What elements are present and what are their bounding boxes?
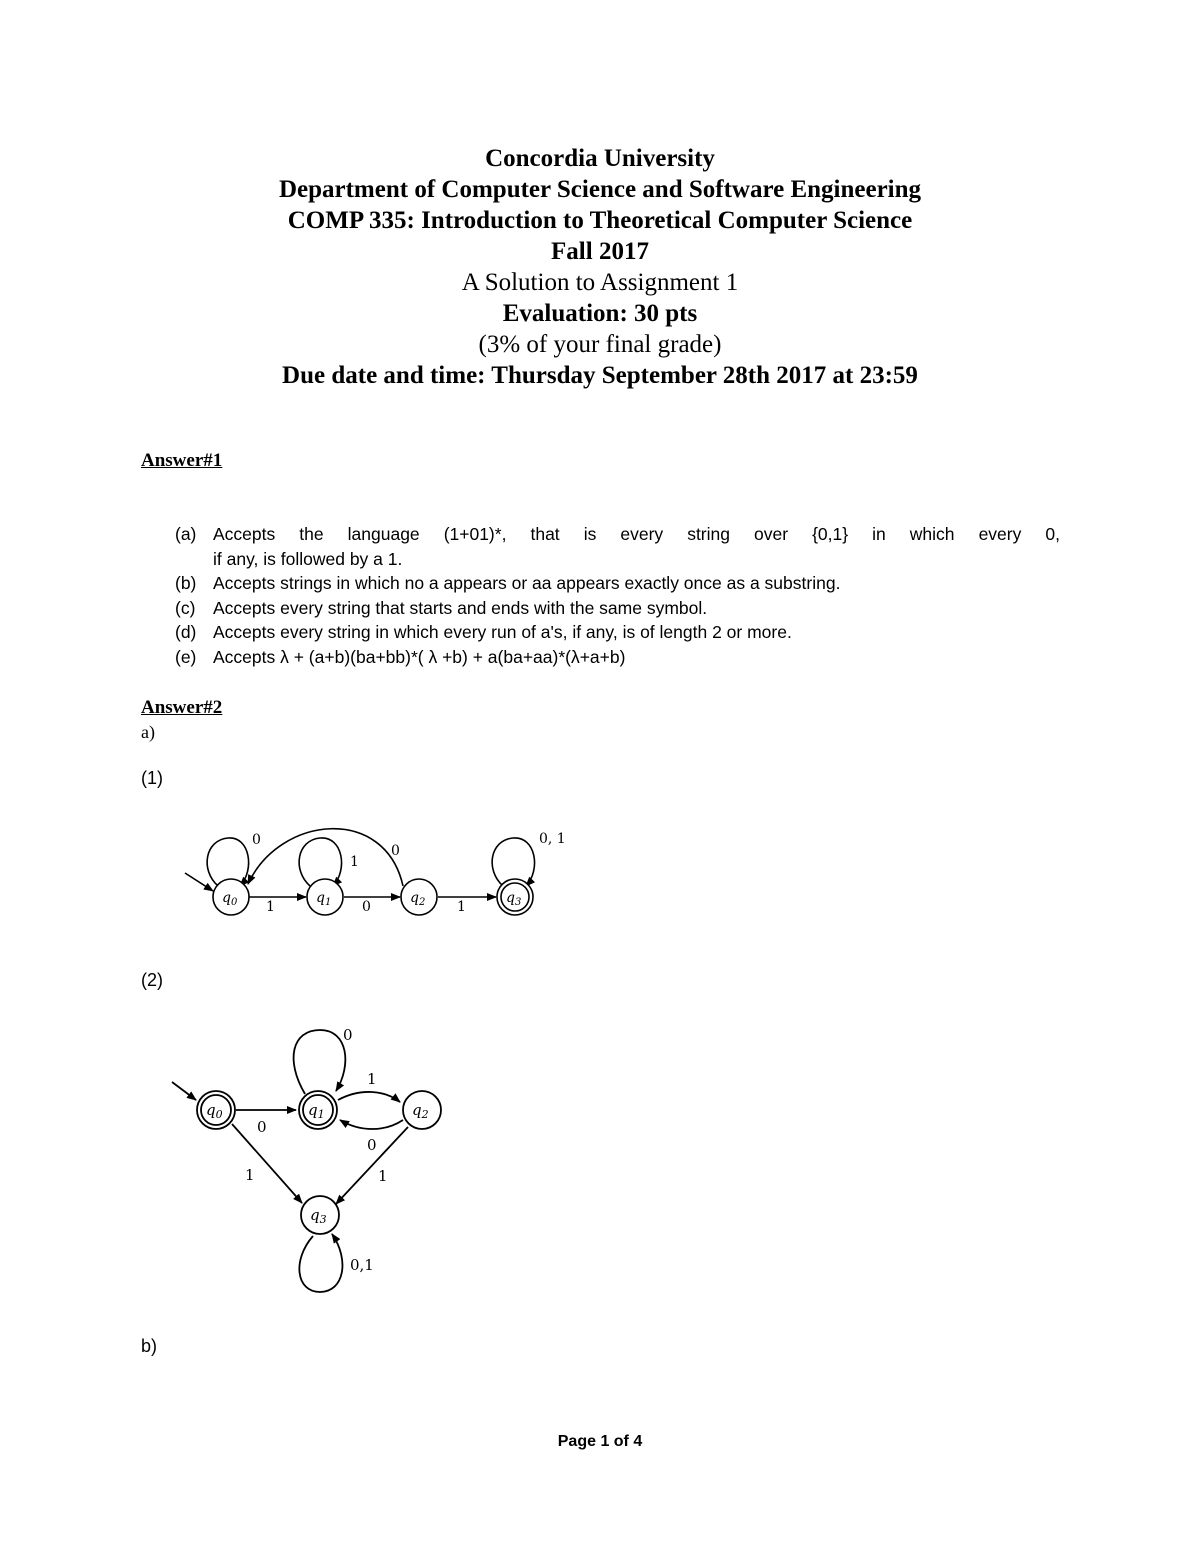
edge-label: 0	[257, 1118, 267, 1136]
item-text: Accepts every string that starts and ends with the same symbol.	[213, 597, 708, 618]
university-name: Concordia University	[485, 145, 715, 172]
state-q3-label: $q_3$	[506, 890, 522, 908]
list-item	[175, 645, 1060, 670]
item-label: (e)	[175, 646, 197, 667]
answer2-title: Answer#2	[141, 697, 223, 718]
item-label: (c)	[175, 597, 196, 618]
state-q2-label: $q_2$	[410, 890, 426, 908]
item-text: Accepts every string in which every run of a's, if any, is of length 2 or more.	[213, 622, 792, 642]
edge-label: 0	[343, 1026, 353, 1044]
edge-q0-q3	[232, 1124, 302, 1203]
part-b-label: b)	[141, 1336, 158, 1356]
part-a-label: a)	[141, 722, 155, 742]
edge-label: 0,1	[350, 1256, 374, 1274]
edge-label: 0	[252, 832, 261, 848]
term: Fall 2017	[551, 238, 649, 265]
item-text-continued: if any, is followed by a 1.	[213, 548, 403, 569]
dfa-diagram-1	[170, 815, 590, 925]
item-label: (b)	[175, 573, 197, 593]
edge-label: 1	[350, 854, 359, 870]
answer1-list	[175, 522, 1060, 669]
list-item	[175, 596, 1060, 621]
evaluation: Evaluation: 30 pts	[502, 300, 698, 327]
subpart-1-label: (1)	[141, 768, 163, 788]
edge-label: 0	[391, 843, 400, 859]
state-q1-label: $q_1$	[308, 1101, 325, 1121]
item-label: (a)	[175, 524, 197, 544]
state-q0-label: $q_0$	[222, 890, 238, 908]
edge-q3-loop	[299, 1234, 342, 1292]
edge-label: 0	[362, 899, 371, 915]
edge-label: 1	[457, 899, 466, 915]
subpart-2-label: (2)	[141, 970, 163, 990]
edge-q1-loop	[299, 838, 341, 886]
item-label: (d)	[175, 622, 197, 642]
edge-q2-q1	[340, 1120, 403, 1129]
grade-weight: (3% of your final grade)	[478, 331, 722, 358]
edge-label: 1	[266, 899, 275, 915]
state-q1-label: $q_1$	[316, 890, 332, 908]
document-header	[0, 143, 1200, 391]
page-number: Page 1 of 4	[557, 1433, 643, 1450]
document-title: A Solution to Assignment 1	[461, 269, 739, 296]
edge-q2-q0	[248, 829, 403, 886]
start-arrow	[172, 1082, 196, 1100]
edge-q1-loop	[294, 1030, 346, 1094]
edge-label: 1	[378, 1167, 388, 1185]
edge-label: 0	[367, 1136, 377, 1154]
edge-label: 1	[367, 1070, 377, 1088]
due-date: Due date and time: Thursday September 28th 2017 at 23:59	[282, 362, 918, 389]
state-q2-label: $q_2$	[412, 1101, 429, 1121]
department-name: Department of Computer Science and Software Engineering	[278, 176, 922, 203]
dfa-diagram-2	[165, 1020, 465, 1300]
start-arrow	[185, 873, 213, 891]
edge-label: 1	[245, 1166, 255, 1184]
item-text: Accepts the language (1+01)*, that is every string over {0,1} in which every 0,	[213, 524, 1060, 544]
state-q0-label: $q_0$	[206, 1101, 223, 1121]
list-item	[175, 620, 1060, 645]
item-text: Accepts strings in which no a appears or aa appears exactly once as a substring.	[213, 573, 841, 593]
course-title: COMP 335: Introduction to Theoretical Computer Science	[287, 207, 913, 234]
edge-q1-q2	[338, 1092, 400, 1102]
answer1-title: Answer#1	[141, 450, 223, 471]
item-text: Accepts λ + (a+b)(ba+bb)*( λ +b) + a(ba+aa)*(λ+a+b)	[213, 646, 626, 667]
list-item	[175, 571, 1060, 596]
state-q3-label: $q_3$	[310, 1206, 327, 1226]
edge-label: 0, 1	[539, 831, 566, 847]
list-item	[175, 522, 1060, 571]
